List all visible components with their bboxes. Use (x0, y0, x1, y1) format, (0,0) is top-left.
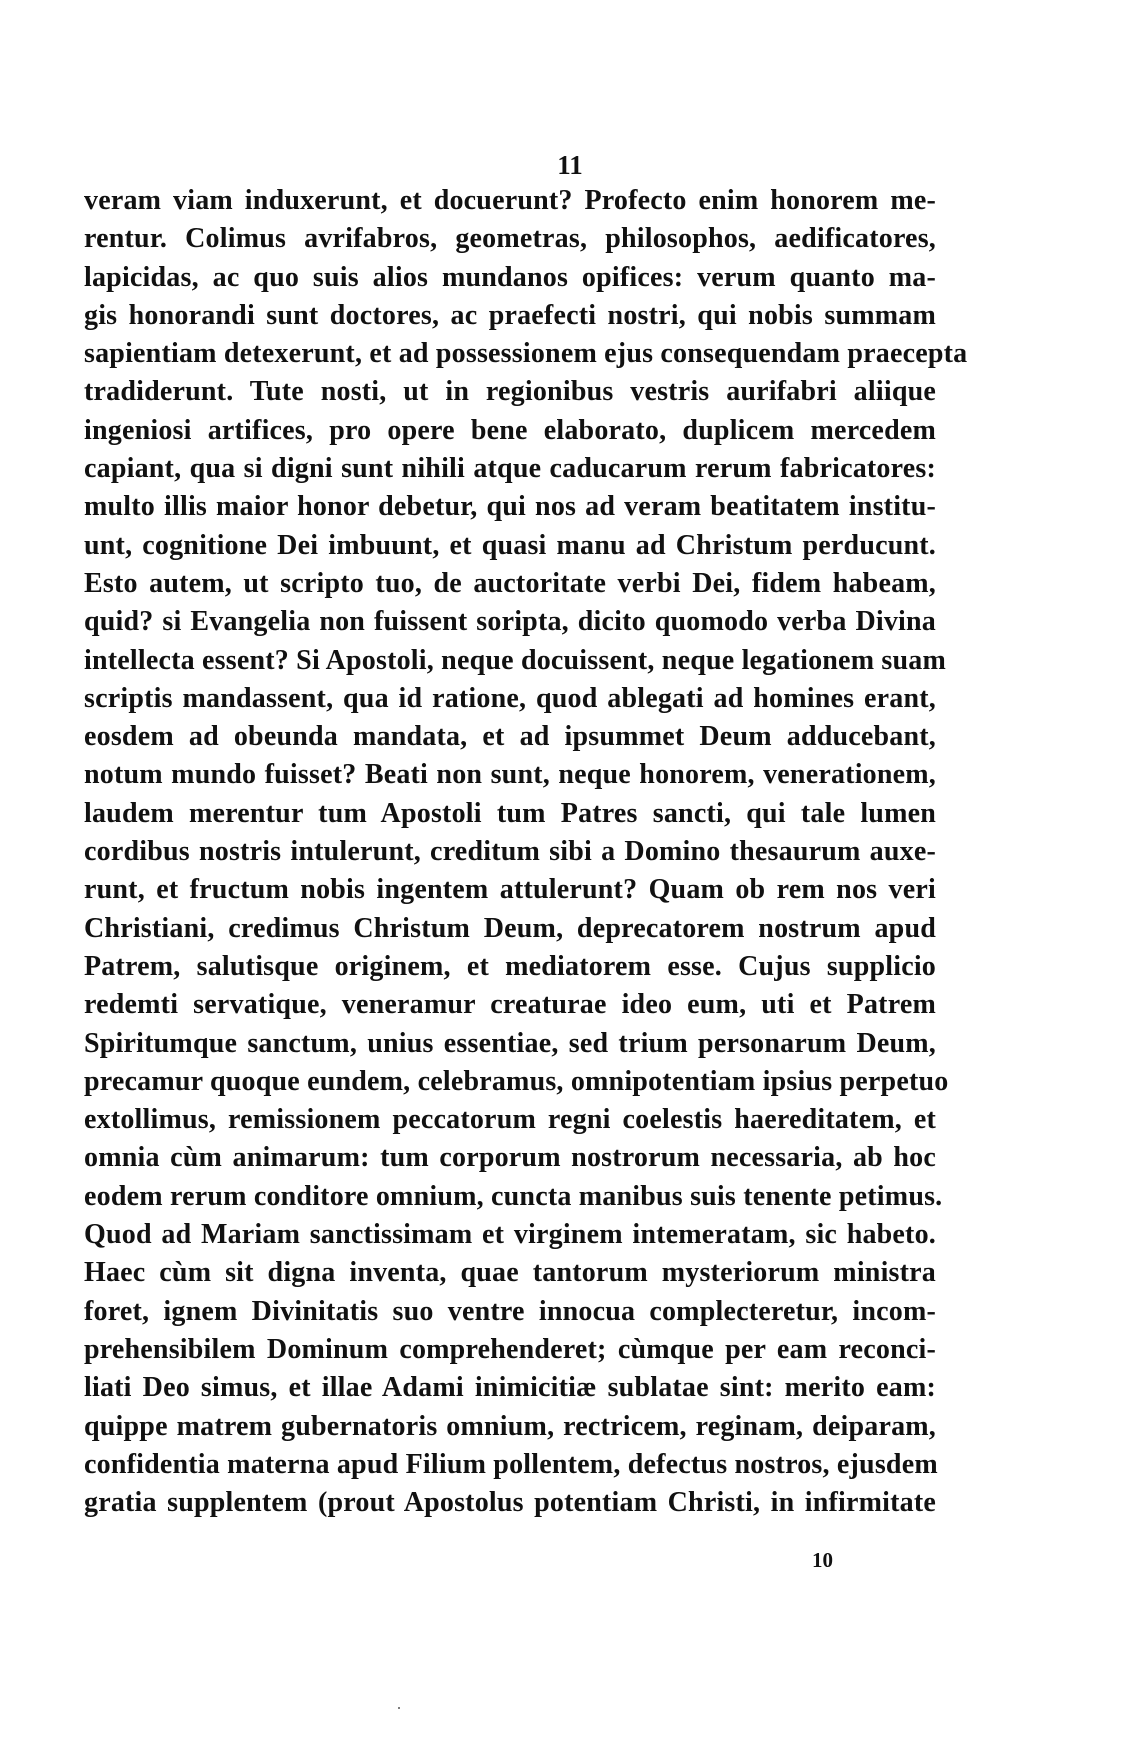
text-line: eosdem ad obeunda mandata, et ad ipsummet Deum adducebant, (84, 721, 936, 753)
text-line: lapicidas, ac quo suis alios mundanos opifices: verum quanto ma- (84, 261, 936, 293)
text-line: quid? si Evangelia non fuissent soripta, dicito quomodo verba Divina (84, 606, 936, 638)
text-line: cordibus nostris intulerunt, creditum sibi a Domino thesaurum auxe- (84, 836, 936, 868)
text-line: eodem rerum conditore omnium, cuncta manibus suis tenente petimus. (84, 1180, 943, 1212)
paper-speck (398, 1707, 400, 1709)
text-line: Christiani, credimus Christum Deum, deprecatorem nostrum apud (84, 912, 936, 944)
text-line: sapientiam detexerunt, et ad possessionem ejus consequendam praecepta (84, 338, 968, 370)
page-number: 11 (557, 150, 583, 180)
text-line: runt, et fructum nobis ingentem attulerunt? Quam ob rem nos veri (84, 874, 936, 906)
text-line: ingeniosi artifices, pro opere bene elaborato, duplicem mercedem (84, 414, 936, 446)
text-line: precamur quoque eundem, celebramus, omnipotentiam ipsius perpetuo (84, 1065, 949, 1097)
text-line: Quod ad Mariam sanctissimam et virginem intemeratam, sic habeto. (84, 1219, 936, 1251)
text-line: rentur. Colimus avrifabros, geometras, philosophos, aedificatores, (84, 223, 936, 255)
text-line: Haec cùm sit digna inventa, quae tantorum mysteriorum ministra (84, 1257, 936, 1289)
text-line: tradiderunt. Tute nosti, ut in regionibus vestris aurifabri aliique (84, 376, 936, 408)
text-line: prehensibilem Dominum comprehenderet; cùmque per eam reconci- (84, 1333, 936, 1365)
text-line: unt, cognitione Dei imbuunt, et quasi manu ad Christum perducunt. (84, 529, 936, 561)
text-line: redemti servatique, veneramur creaturae ideo eum, uti et Patrem (84, 989, 936, 1021)
text-line: extollimus, remissionem peccatorum regni coelestis haereditatem, et (84, 1104, 936, 1136)
text-line: multo illis maior honor debetur, qui nos ad veram beatitatem institu- (84, 491, 936, 523)
signature-mark: 10 (812, 1548, 833, 1572)
text-line: Esto autem, ut scripto tuo, de auctoritate verbi Dei, fidem habeam, (84, 567, 936, 599)
text-line: gratia supplentem (prout Apostolus potentiam Christi, in infirmitate (84, 1487, 936, 1519)
body-text (84, 182, 968, 1522)
text-line: gis honorandi sunt doctores, ac praefecti nostri, qui nobis summam (84, 299, 936, 331)
text-line: notum mundo fuisset? Beati non sunt, neque honorem, venerationem, (84, 759, 936, 791)
text-line: Patrem, salutisque originem, et mediatorem esse. Cujus supplicio (84, 950, 936, 982)
text-line: laudem merentur tum Apostoli tum Patres sancti, qui tale lumen (84, 797, 936, 829)
text-line: capiant, qua si digni sunt nihili atque caducarum rerum fabricatores: (84, 453, 936, 485)
text-line: omnia cùm animarum: tum corporum nostrorum necessaria, ab hoc (84, 1142, 936, 1174)
text-line: confidentia materna apud Filium pollentem, defectus nostros, ejusdem (84, 1448, 938, 1480)
text-line: Spiritumque sanctum, unius essentiae, sed trium personarum Deum, (84, 1027, 936, 1059)
text-line: quippe matrem gubernatoris omnium, rectricem, reginam, deiparam, (84, 1410, 936, 1442)
text-line: foret, ignem Divinitatis suo ventre innocua complecteretur, incom- (84, 1295, 936, 1327)
text-line: scriptis mandassent, qua id ratione, quod ablegati ad homines erant, (84, 682, 936, 714)
text-line: veram viam induxerunt, et docuerunt? Profecto enim honorem me- (84, 185, 936, 216)
text-line: intellecta essent? Si Apostoli, neque docuissent, neque legationem suam (84, 644, 947, 676)
text-line: liati Deo simus, et illae Adami inimicitiæ sublatae sint: merito eam: (84, 1372, 936, 1404)
